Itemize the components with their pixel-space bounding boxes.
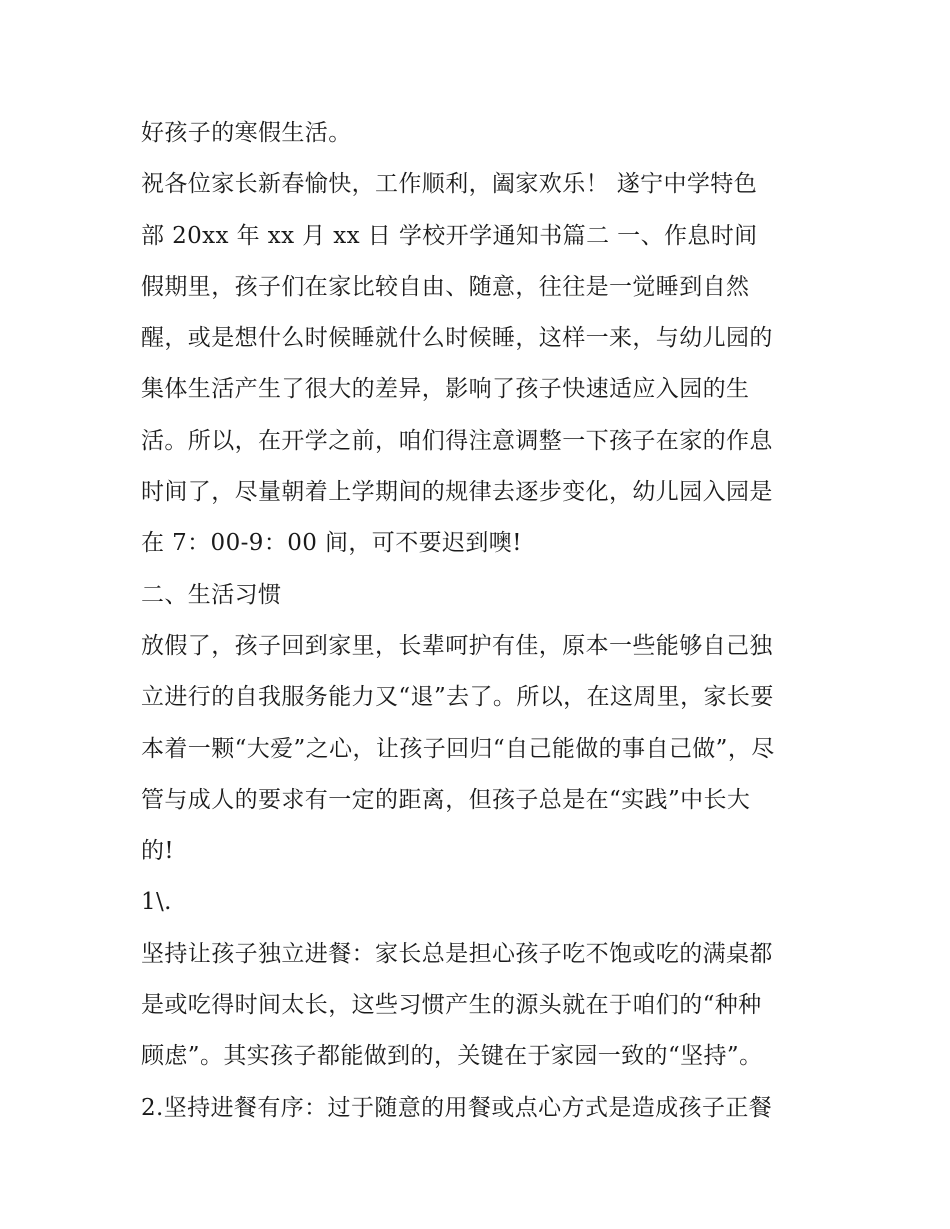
- section-heading: 二、生活习惯: [141, 581, 282, 608]
- text-line: 是或吃得时间太长，这些习惯产生的源头就在于咱们的“种种: [141, 992, 762, 1019]
- text-line: 醒，或是想什么时候睡就什么时候睡，这样一来，与幼儿园的: [141, 325, 773, 352]
- text-line: 时间了，尽量朝着上学期间的规律去逐步变化，幼儿园入园是: [141, 479, 773, 506]
- body-text: [141, 108, 821, 1134]
- text-line: 坚持让孩子独立进餐：家长总是担心孩子吃不饱或吃的满桌都: [141, 940, 773, 967]
- text-line: 顾虑”。其实孩子都能做到的，关键在于家园一致的“坚持”。: [141, 1043, 763, 1070]
- text-line: 的!: [141, 838, 175, 865]
- text-line: 立进行的自我服务能力又“退”去了。所以，在这周里，家长要: [141, 684, 774, 711]
- text-line: 在 7：00-9：00 间，可不要迟到噢!: [141, 530, 522, 557]
- text-line: 好孩子的寒假生活。: [141, 120, 352, 146]
- text-line: 集体生活产生了很大的差异，影响了孩子快速适应入园的生: [141, 376, 750, 403]
- list-marker: 1\.: [141, 889, 172, 916]
- text-line: 管与成人的要求有一定的距离，但孩子总是在“实践”中长大: [141, 786, 751, 813]
- text-line: 假期里，孩子们在家比较自由、随意，往往是一觉睡到自然: [141, 273, 750, 300]
- text-line: 部 20xx 年 xx 月 xx 日 学校开学通知书篇二 一、作息时间: [141, 222, 758, 249]
- text-line: 本着一颗“大爱”之心，让孩子回归“自己能做的事自己做”，尽: [141, 735, 775, 762]
- text-line: 放假了，孩子回到家里，长辈呵护有佳，原本一些能够自己独: [141, 632, 773, 659]
- text-line: 2.坚持进餐有序：过于随意的用餐或点心方式是造成孩子正餐: [141, 1094, 773, 1121]
- text-line: 活。所以，在开学之前，咱们得注意调整一下孩子在家的作息: [141, 427, 773, 454]
- text-line: 祝各位家长新春愉快，工作顺利，阖家欢乐！ 遂宁中学特色: [141, 171, 758, 198]
